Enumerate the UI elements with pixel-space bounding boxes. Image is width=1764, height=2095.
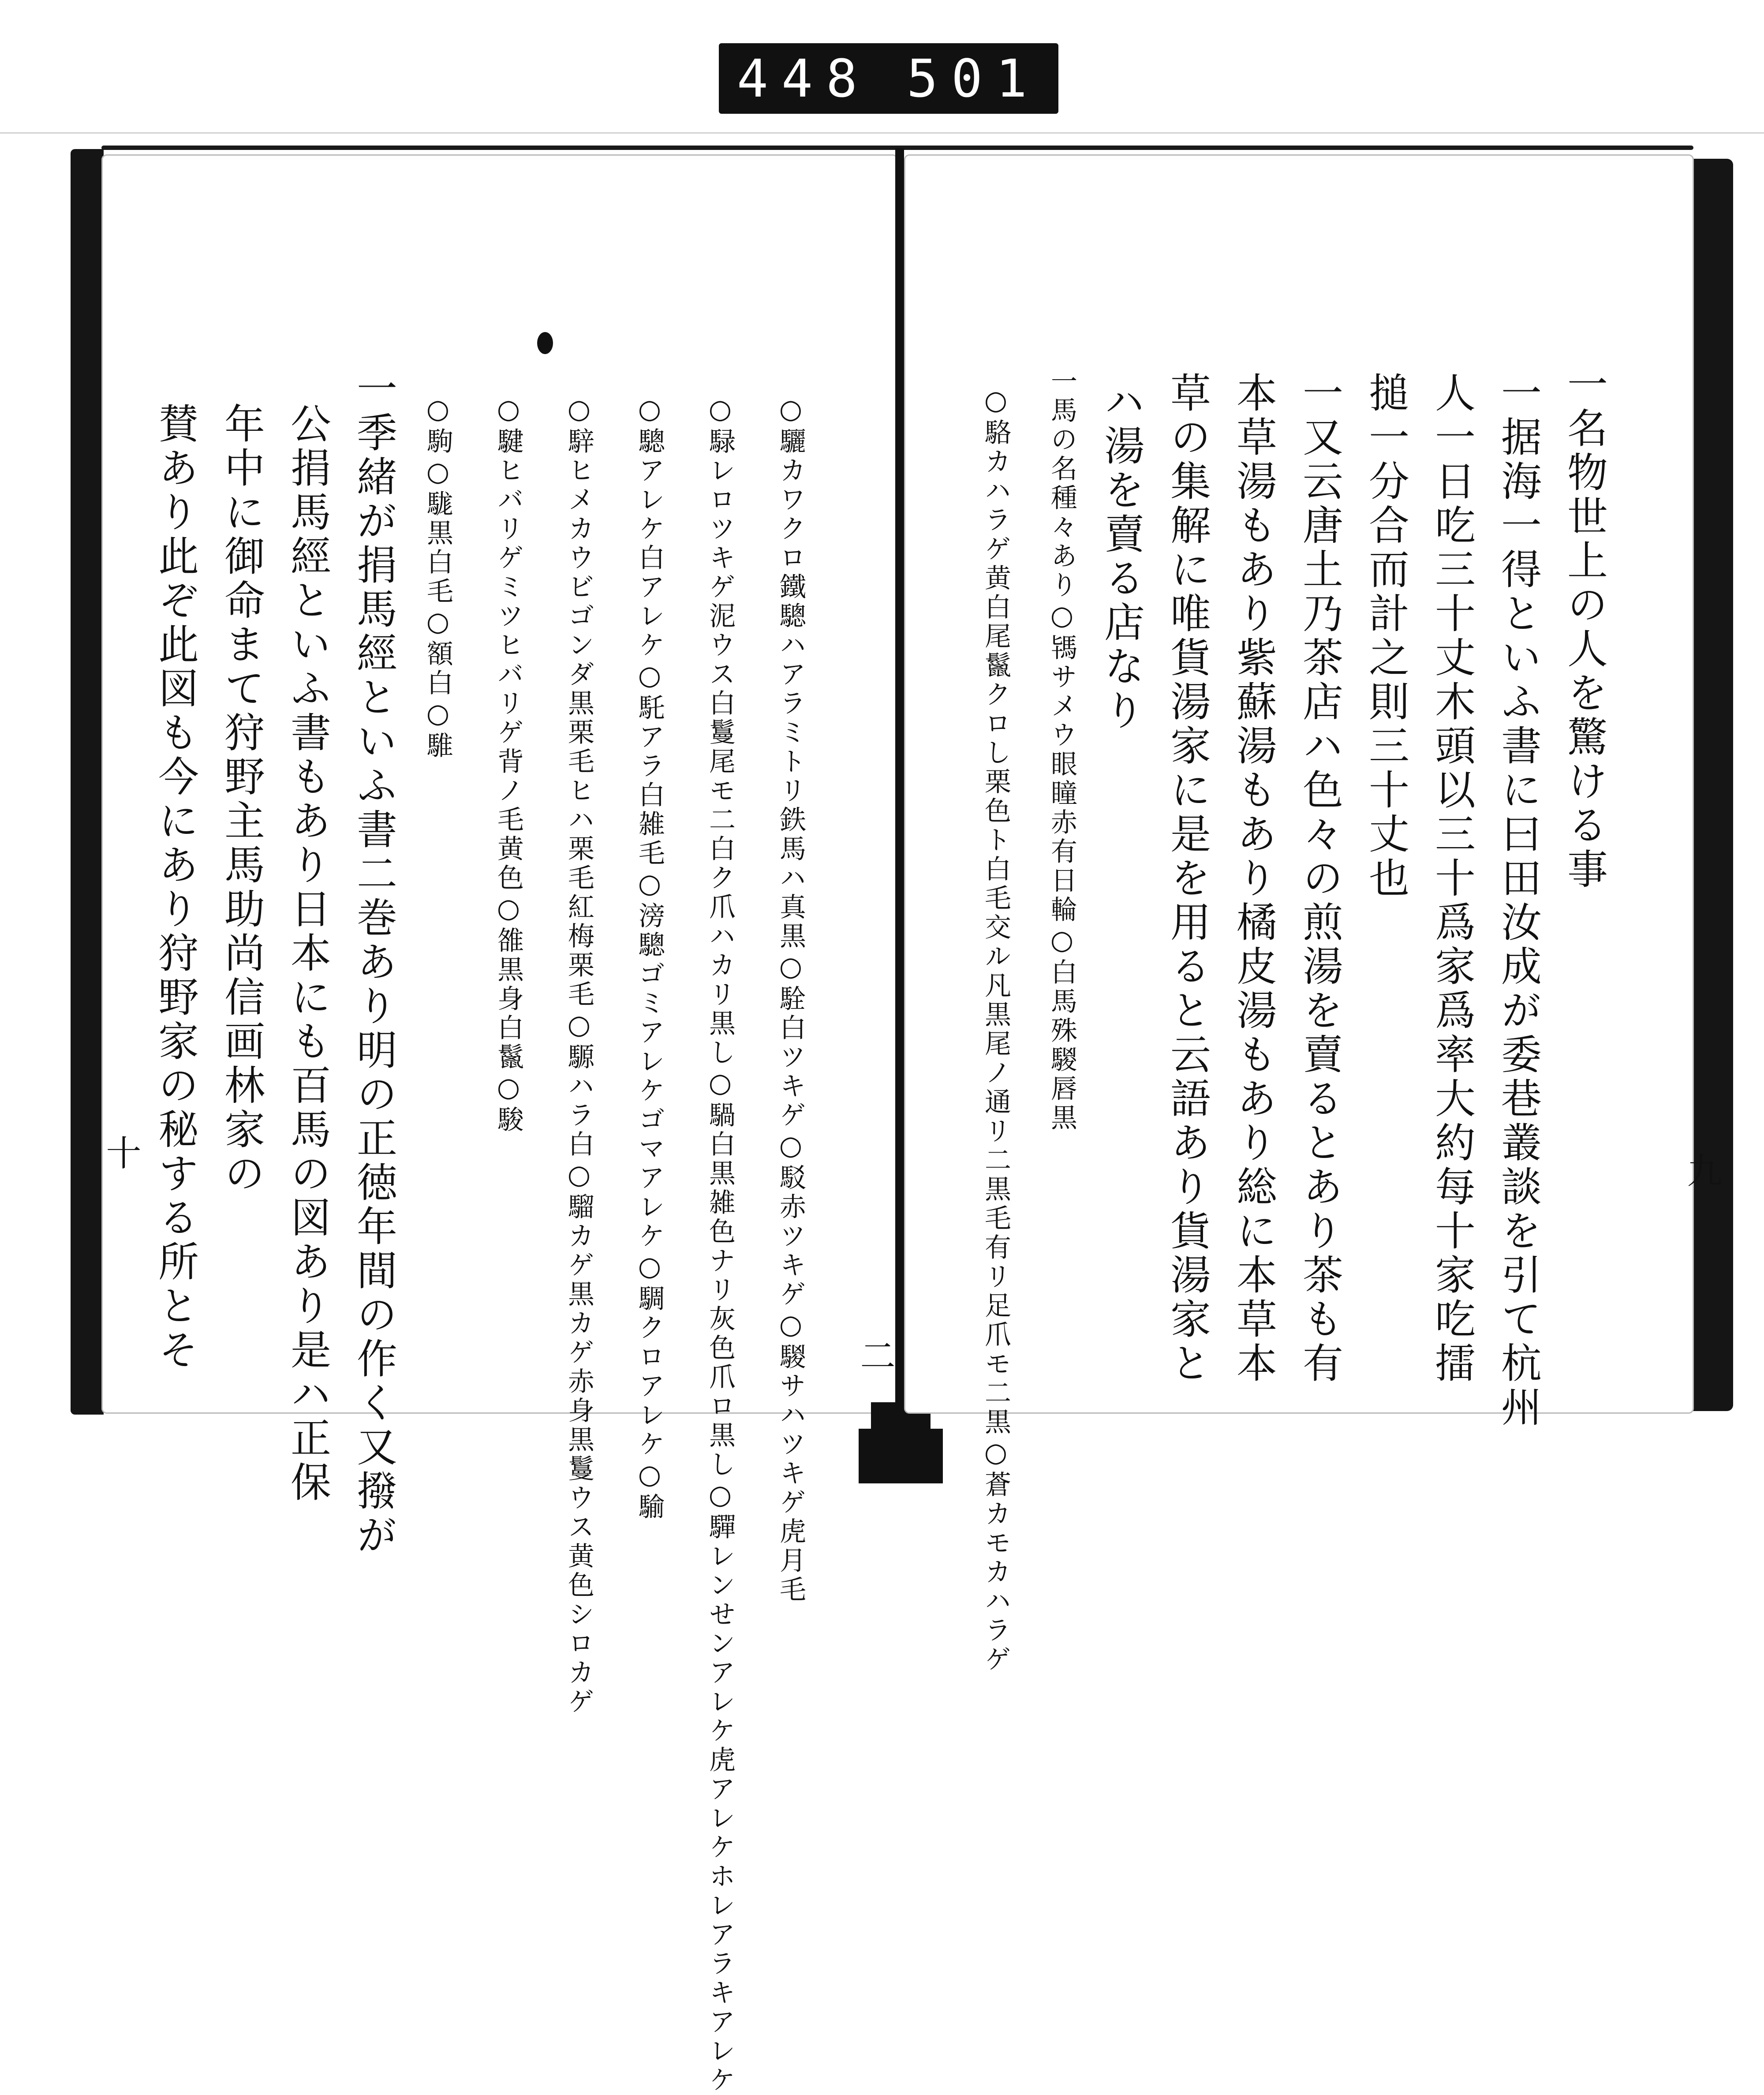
- right-column-2: 一据海一得といふ書に曰田汝成が委巷叢談を引て杭州: [1495, 372, 1542, 1430]
- right-fold-number: 九: [1681, 1152, 1722, 1188]
- right-page: [904, 154, 1722, 1674]
- left-column-6: ○駒○駹黒白毛○額白○騅: [422, 394, 453, 761]
- right-column-6: 本草湯もあり紫蘇湯もあり橘皮湯もあり総に本草本: [1230, 372, 1277, 1386]
- center-gutter: [895, 148, 904, 1418]
- left-column-2: ○騄レロツキゲ泥ウス白鬘尾モ二白ク爪ハカリ黒し○騧白黒雑色ナリ灰色爪ロ黒し○驒レンせンアレケ虎アレケホレアラキアレケ: [705, 394, 736, 2095]
- catalog-number-right: 501: [906, 48, 1041, 109]
- gutter-base: [871, 1402, 931, 1483]
- right-column-7: 草の集解に唯貨湯家に是を用ると云語あり貨湯家と: [1164, 372, 1211, 1386]
- right-binding-edge: [1691, 159, 1733, 1411]
- left-column-7: 一季緒が捐馬經といふ書二巻あり明の正徳年間の作く又撥が: [350, 367, 397, 1558]
- left-column-9: 年中に御命まて狩野主馬助尚信画林家の: [218, 403, 265, 1196]
- left-column-8: 公捐馬經といふ書もあり日本にも百馬の図あり是ハ正保: [284, 403, 331, 1505]
- right-column-8: ハ湯を賣る店なり: [1098, 381, 1145, 733]
- gutter-mark: 二: [854, 1337, 895, 1373]
- left-column-1: ○驪カワクロ鐵驄ハアラミトリ鉄馬ハ真黒○駩白ツキゲ○駁赤ツキゲ○騣サハツキゲ虎月毛: [775, 394, 806, 1605]
- right-column-4: 搥一分合而計之則三十丈也: [1362, 372, 1409, 901]
- catalog-label: [719, 43, 1058, 114]
- right-column-1: 一名物世上の人を驚ける事: [1561, 363, 1608, 892]
- left-fold-number: 十: [100, 1135, 141, 1170]
- left-column-10: 賛あり此ぞ此図も今にあり狩野家の秘する所とそ: [152, 403, 199, 1373]
- right-column-3: 人一日吃三十丈木頭以三十爲家爲率大約每十家吃擂: [1428, 372, 1476, 1386]
- left-column-4: ○騂ヒメカウビゴンダ黒栗毛ヒハ栗毛紅梅栗毛○騵ハラ白○騮カゲ黒カゲ赤身黒鬘ウス黄色シロカゲ: [564, 394, 594, 1717]
- right-column-5: 一又云唐土乃茶店ハ色々の煎湯を賣るとあり茶も有: [1296, 372, 1343, 1386]
- catalog-number-left: 448: [736, 48, 871, 109]
- left-binding-edge: [71, 149, 104, 1415]
- left-column-5: ○騝ヒバリゲミツヒバリゲ背ノ毛黄色○雒黒身白鬣○駿: [493, 394, 524, 1135]
- scan-top-rule: [0, 132, 1764, 134]
- right-column-9: 一馬の名種々あり○駂サメウ眼瞳赤有日輪○白馬殊騣唇黒: [1046, 367, 1077, 1133]
- right-column-10: ○駱カハラゲ黄白尾鬣クロし栗色ト白毛交ル凡黒尾ノ通リ二黒毛有リ足爪モ二黒○蒼カモカハラゲ: [980, 385, 1011, 1674]
- left-column-3: ○驄アレケ白アレケ○馲アラ白雑毛○滂驄ゴミアレケゴマアレケ○騆クロアレケ○騟: [634, 394, 665, 1522]
- left-page: [100, 154, 898, 2095]
- ink-blot: [537, 332, 553, 354]
